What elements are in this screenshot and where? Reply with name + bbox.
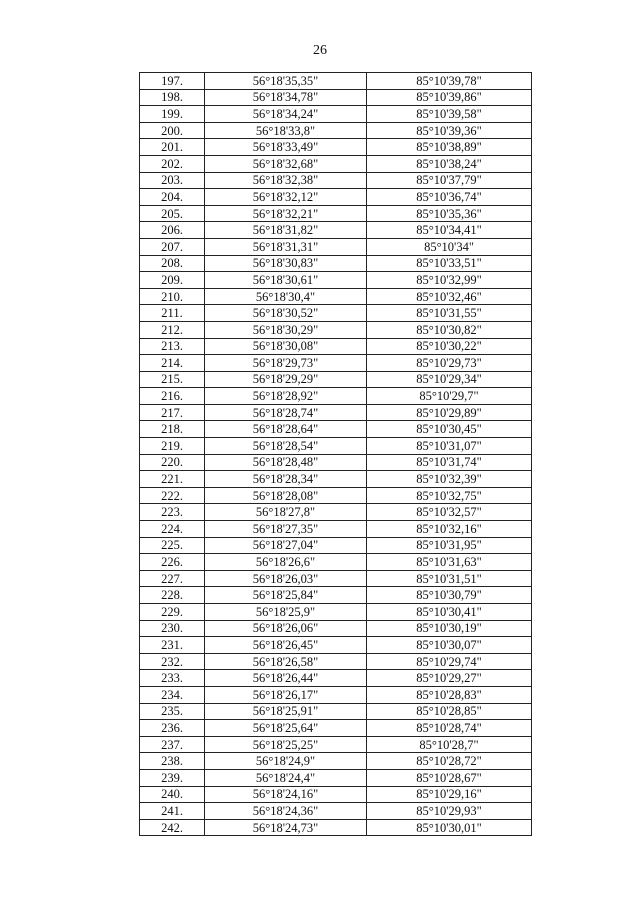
point-number-cell: 229. xyxy=(140,604,205,621)
point-number-cell: 233. xyxy=(140,670,205,687)
longitude-cell: 85°10'39,86" xyxy=(367,89,532,106)
table-row xyxy=(140,819,532,836)
latitude-cell: 56°18'25,91" xyxy=(205,703,367,720)
point-number-cell: 228. xyxy=(140,587,205,604)
longitude-cell: 85°10'29,93" xyxy=(367,803,532,820)
table-row xyxy=(140,222,532,239)
coordinates-table-body xyxy=(140,73,532,836)
longitude-cell: 85°10'33,51" xyxy=(367,255,532,272)
table-row xyxy=(140,172,532,189)
latitude-cell: 56°18'28,64" xyxy=(205,421,367,438)
longitude-cell: 85°10'28,7" xyxy=(367,736,532,753)
table-row xyxy=(140,537,532,554)
table-row xyxy=(140,471,532,488)
latitude-cell: 56°18'29,29" xyxy=(205,371,367,388)
table-row xyxy=(140,769,532,786)
latitude-cell: 56°18'28,92" xyxy=(205,388,367,405)
point-number-cell: 206. xyxy=(140,222,205,239)
table-row xyxy=(140,89,532,106)
latitude-cell: 56°18'24,4" xyxy=(205,769,367,786)
latitude-cell: 56°18'25,9" xyxy=(205,604,367,621)
table-row xyxy=(140,73,532,90)
table-row xyxy=(140,686,532,703)
table-row xyxy=(140,487,532,504)
longitude-cell: 85°10'36,74" xyxy=(367,189,532,206)
longitude-cell: 85°10'38,24" xyxy=(367,155,532,172)
point-number-cell: 210. xyxy=(140,288,205,305)
table-row xyxy=(140,355,532,372)
point-number-cell: 220. xyxy=(140,454,205,471)
table-row xyxy=(140,305,532,322)
table-row xyxy=(140,371,532,388)
table-row xyxy=(140,753,532,770)
table-row xyxy=(140,404,532,421)
latitude-cell: 56°18'26,58" xyxy=(205,653,367,670)
point-number-cell: 231. xyxy=(140,637,205,654)
point-number-cell: 202. xyxy=(140,155,205,172)
point-number-cell: 242. xyxy=(140,819,205,836)
longitude-cell: 85°10'29,16" xyxy=(367,786,532,803)
table-row xyxy=(140,703,532,720)
point-number-cell: 215. xyxy=(140,371,205,388)
longitude-cell: 85°10'30,45" xyxy=(367,421,532,438)
point-number-cell: 209. xyxy=(140,272,205,289)
latitude-cell: 56°18'28,54" xyxy=(205,438,367,455)
point-number-cell: 214. xyxy=(140,355,205,372)
latitude-cell: 56°18'24,36" xyxy=(205,803,367,820)
latitude-cell: 56°18'32,38" xyxy=(205,172,367,189)
latitude-cell: 56°18'30,29" xyxy=(205,321,367,338)
point-number-cell: 221. xyxy=(140,471,205,488)
latitude-cell: 56°18'30,08" xyxy=(205,338,367,355)
longitude-cell: 85°10'39,36" xyxy=(367,122,532,139)
table-row xyxy=(140,736,532,753)
table-row xyxy=(140,637,532,654)
longitude-cell: 85°10'30,01" xyxy=(367,819,532,836)
latitude-cell: 56°18'33,8" xyxy=(205,122,367,139)
table-row xyxy=(140,255,532,272)
latitude-cell: 56°18'25,25" xyxy=(205,736,367,753)
point-number-cell: 222. xyxy=(140,487,205,504)
point-number-cell: 201. xyxy=(140,139,205,156)
longitude-cell: 85°10'39,58" xyxy=(367,106,532,123)
point-number-cell: 205. xyxy=(140,205,205,222)
table-row xyxy=(140,388,532,405)
table-row xyxy=(140,454,532,471)
latitude-cell: 56°18'29,73" xyxy=(205,355,367,372)
coordinates-table xyxy=(139,72,532,836)
longitude-cell: 85°10'29,7" xyxy=(367,388,532,405)
latitude-cell: 56°18'28,34" xyxy=(205,471,367,488)
point-number-cell: 203. xyxy=(140,172,205,189)
longitude-cell: 85°10'37,79" xyxy=(367,172,532,189)
point-number-cell: 224. xyxy=(140,521,205,538)
longitude-cell: 85°10'29,27" xyxy=(367,670,532,687)
latitude-cell: 56°18'32,68" xyxy=(205,155,367,172)
latitude-cell: 56°18'34,78" xyxy=(205,89,367,106)
table-row xyxy=(140,570,532,587)
longitude-cell: 85°10'28,67" xyxy=(367,769,532,786)
longitude-cell: 85°10'29,73" xyxy=(367,355,532,372)
latitude-cell: 56°18'30,61" xyxy=(205,272,367,289)
latitude-cell: 56°18'32,12" xyxy=(205,189,367,206)
latitude-cell: 56°18'26,44" xyxy=(205,670,367,687)
point-number-cell: 211. xyxy=(140,305,205,322)
longitude-cell: 85°10'32,99" xyxy=(367,272,532,289)
table-row xyxy=(140,554,532,571)
longitude-cell: 85°10'29,34" xyxy=(367,371,532,388)
latitude-cell: 56°18'28,74" xyxy=(205,404,367,421)
longitude-cell: 85°10'32,46" xyxy=(367,288,532,305)
longitude-cell: 85°10'28,83" xyxy=(367,686,532,703)
longitude-cell: 85°10'34,41" xyxy=(367,222,532,239)
longitude-cell: 85°10'30,79" xyxy=(367,587,532,604)
page-number: 26 xyxy=(313,43,327,58)
point-number-cell: 197. xyxy=(140,73,205,90)
longitude-cell: 85°10'31,74" xyxy=(367,454,532,471)
table-row xyxy=(140,288,532,305)
table-row xyxy=(140,272,532,289)
latitude-cell: 56°18'27,04" xyxy=(205,537,367,554)
latitude-cell: 56°18'26,06" xyxy=(205,620,367,637)
longitude-cell: 85°10'31,95" xyxy=(367,537,532,554)
table-row xyxy=(140,238,532,255)
longitude-cell: 85°10'31,63" xyxy=(367,554,532,571)
longitude-cell: 85°10'30,07" xyxy=(367,637,532,654)
table-row xyxy=(140,653,532,670)
latitude-cell: 56°18'26,45" xyxy=(205,637,367,654)
longitude-cell: 85°10'29,74" xyxy=(367,653,532,670)
point-number-cell: 207. xyxy=(140,238,205,255)
point-number-cell: 237. xyxy=(140,736,205,753)
point-number-cell: 232. xyxy=(140,653,205,670)
point-number-cell: 212. xyxy=(140,321,205,338)
longitude-cell: 85°10'28,72" xyxy=(367,753,532,770)
point-number-cell: 225. xyxy=(140,537,205,554)
table-row xyxy=(140,786,532,803)
longitude-cell: 85°10'30,22" xyxy=(367,338,532,355)
table-row xyxy=(140,155,532,172)
table-row xyxy=(140,122,532,139)
latitude-cell: 56°18'34,24" xyxy=(205,106,367,123)
table-row xyxy=(140,205,532,222)
latitude-cell: 56°18'26,03" xyxy=(205,570,367,587)
point-number-cell: 223. xyxy=(140,504,205,521)
point-number-cell: 227. xyxy=(140,570,205,587)
longitude-cell: 85°10'39,78" xyxy=(367,73,532,90)
latitude-cell: 56°18'30,4" xyxy=(205,288,367,305)
point-number-cell: 236. xyxy=(140,720,205,737)
longitude-cell: 85°10'31,51" xyxy=(367,570,532,587)
longitude-cell: 85°10'29,89" xyxy=(367,404,532,421)
table-row xyxy=(140,139,532,156)
latitude-cell: 56°18'30,83" xyxy=(205,255,367,272)
latitude-cell: 56°18'32,21" xyxy=(205,205,367,222)
point-number-cell: 218. xyxy=(140,421,205,438)
latitude-cell: 56°18'31,31" xyxy=(205,238,367,255)
longitude-cell: 85°10'28,85" xyxy=(367,703,532,720)
table-row xyxy=(140,421,532,438)
latitude-cell: 56°18'27,35" xyxy=(205,521,367,538)
point-number-cell: 219. xyxy=(140,438,205,455)
point-number-cell: 239. xyxy=(140,769,205,786)
longitude-cell: 85°10'31,07" xyxy=(367,438,532,455)
longitude-cell: 85°10'32,16" xyxy=(367,521,532,538)
table-row xyxy=(140,803,532,820)
latitude-cell: 56°18'31,82" xyxy=(205,222,367,239)
latitude-cell: 56°18'27,8" xyxy=(205,504,367,521)
latitude-cell: 56°18'28,08" xyxy=(205,487,367,504)
latitude-cell: 56°18'26,17" xyxy=(205,686,367,703)
longitude-cell: 85°10'28,74" xyxy=(367,720,532,737)
latitude-cell: 56°18'24,16" xyxy=(205,786,367,803)
latitude-cell: 56°18'25,84" xyxy=(205,587,367,604)
table-row xyxy=(140,604,532,621)
table-row xyxy=(140,504,532,521)
point-number-cell: 238. xyxy=(140,753,205,770)
latitude-cell: 56°18'25,64" xyxy=(205,720,367,737)
table-row xyxy=(140,587,532,604)
longitude-cell: 85°10'31,55" xyxy=(367,305,532,322)
point-number-cell: 213. xyxy=(140,338,205,355)
latitude-cell: 56°18'26,6" xyxy=(205,554,367,571)
longitude-cell: 85°10'30,19" xyxy=(367,620,532,637)
longitude-cell: 85°10'30,82" xyxy=(367,321,532,338)
table-row xyxy=(140,106,532,123)
latitude-cell: 56°18'35,35" xyxy=(205,73,367,90)
point-number-cell: 234. xyxy=(140,686,205,703)
point-number-cell: 198. xyxy=(140,89,205,106)
table-row xyxy=(140,620,532,637)
latitude-cell: 56°18'24,73" xyxy=(205,819,367,836)
point-number-cell: 208. xyxy=(140,255,205,272)
point-number-cell: 240. xyxy=(140,786,205,803)
table-row xyxy=(140,670,532,687)
point-number-cell: 199. xyxy=(140,106,205,123)
point-number-cell: 216. xyxy=(140,388,205,405)
longitude-cell: 85°10'38,89" xyxy=(367,139,532,156)
table-row xyxy=(140,189,532,206)
latitude-cell: 56°18'30,52" xyxy=(205,305,367,322)
longitude-cell: 85°10'32,75" xyxy=(367,487,532,504)
table-row xyxy=(140,338,532,355)
point-number-cell: 200. xyxy=(140,122,205,139)
point-number-cell: 241. xyxy=(140,803,205,820)
point-number-cell: 226. xyxy=(140,554,205,571)
latitude-cell: 56°18'28,48" xyxy=(205,454,367,471)
longitude-cell: 85°10'34" xyxy=(367,238,532,255)
longitude-cell: 85°10'32,39" xyxy=(367,471,532,488)
table-row xyxy=(140,720,532,737)
point-number-cell: 235. xyxy=(140,703,205,720)
point-number-cell: 230. xyxy=(140,620,205,637)
point-number-cell: 204. xyxy=(140,189,205,206)
longitude-cell: 85°10'32,57" xyxy=(367,504,532,521)
table-row xyxy=(140,521,532,538)
table-row xyxy=(140,438,532,455)
latitude-cell: 56°18'24,9" xyxy=(205,753,367,770)
latitude-cell: 56°18'33,49" xyxy=(205,139,367,156)
longitude-cell: 85°10'30,41" xyxy=(367,604,532,621)
point-number-cell: 217. xyxy=(140,404,205,421)
table-row xyxy=(140,321,532,338)
longitude-cell: 85°10'35,36" xyxy=(367,205,532,222)
